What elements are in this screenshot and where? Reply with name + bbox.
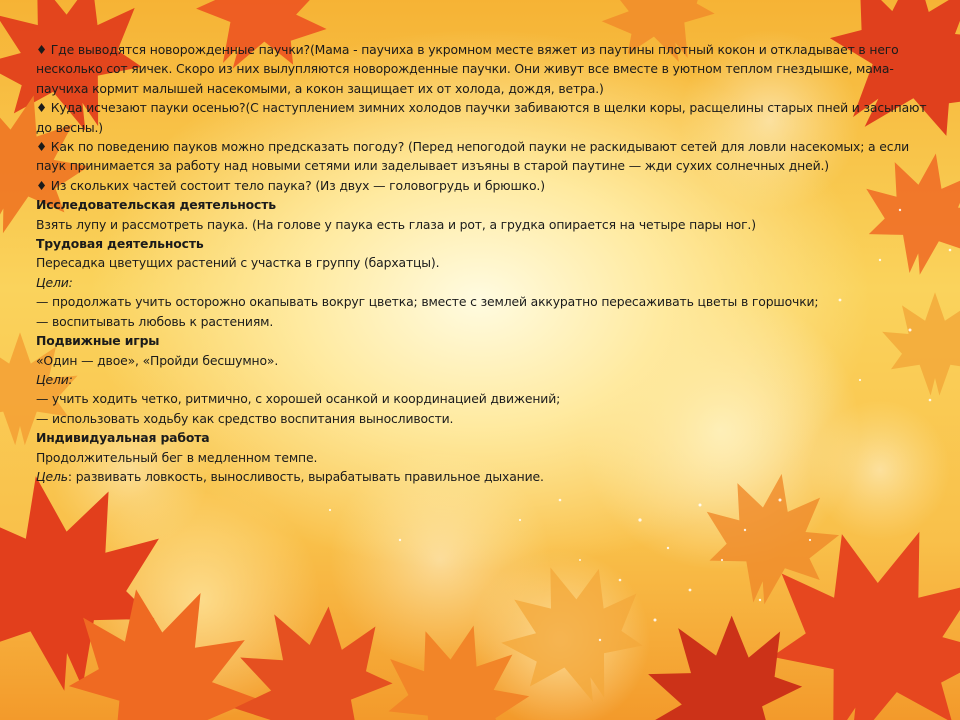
question-item — [36, 176, 936, 195]
goals-label: Цели: — [36, 371, 73, 387]
individual-goal — [36, 467, 936, 486]
section-heading-individual: Индивидуальная работа — [36, 430, 210, 446]
goal-label: Цель — [36, 468, 68, 484]
question-text: Как по поведению пауков можно предсказать погоду? — [50, 139, 405, 155]
goal-item: — использовать ходьбу как средство воспитания выносливости. — [36, 410, 454, 426]
bullet-icon: ♦ — [36, 177, 47, 193]
question-item — [36, 40, 936, 98]
section-heading-research: Исследовательская деятельность — [36, 197, 276, 213]
text-content — [36, 40, 936, 486]
goal-text: : развивать ловкость, выносливость, вырабатывать правильное дыхание. — [67, 468, 544, 484]
answer-text: (С наступлением зимних холодов паучки забиваются в щелки коры, расщелины старых пней и засыпают до весны.) — [36, 100, 927, 135]
bullet-icon: ♦ — [36, 42, 47, 57]
answer-text: (Из двух — головогрудь и брюшко.) — [315, 177, 545, 193]
question-text: Куда исчезают пауки осенью? — [50, 100, 246, 116]
question-text: Где выводятся новорожденные паучки? — [50, 42, 310, 57]
goal-item: — учить ходить четко, ритмично, с хорошей осанкой и координацией движений; — [36, 391, 561, 407]
labor-text: Пересадка цветущих растений с участка в группу (бархатцы). — [36, 255, 440, 271]
section-heading-labor: Трудовая деятельность — [36, 236, 204, 252]
bullet-icon: ♦ — [36, 100, 47, 116]
answer-text: (Мама - паучиха в укромном месте вяжет из паутины плотный кокон и откладывает в него несколько сот яичек. Скоро из них вылупляются новорожденные паучки. Они живут все вместе в уютном теплом гнездышке, мама-паучиха кормит малышей насекомыми, а кокон защищает их от холода, дождя, ветра.) — [36, 42, 899, 96]
research-text: Взять лупу и рассмотреть паука. (На голове у паука есть глаза и рот, а грудка опирается на четыре пары ног.) — [36, 216, 756, 232]
individual-text: Продолжительный бег в медленном темпе. — [36, 449, 318, 465]
question-item — [36, 98, 936, 137]
goal-item: — воспитывать любовь к растениям. — [36, 313, 274, 329]
question-text: Из скольких частей состоит тело паука? — [50, 177, 312, 193]
question-item — [36, 137, 936, 176]
bullet-icon: ♦ — [36, 139, 47, 155]
goal-item: — продолжать учить осторожно окапывать вокруг цветка; вместе с землей аккуратно пересаживать цветы в горшочки; — [36, 294, 819, 310]
section-heading-games: Подвижные игры — [36, 333, 160, 349]
answer-text: (Перед непогодой пауки не раскидывают сетей для ловли насекомых; а если паук принимается за работу над новыми сетями или заделывает изъяны в старой паутине — жди сухих солнечных дней.) — [36, 139, 910, 174]
games-text: «Один — двое», «Пройди бесшумно». — [36, 352, 279, 368]
goals-label: Цели: — [36, 274, 73, 290]
